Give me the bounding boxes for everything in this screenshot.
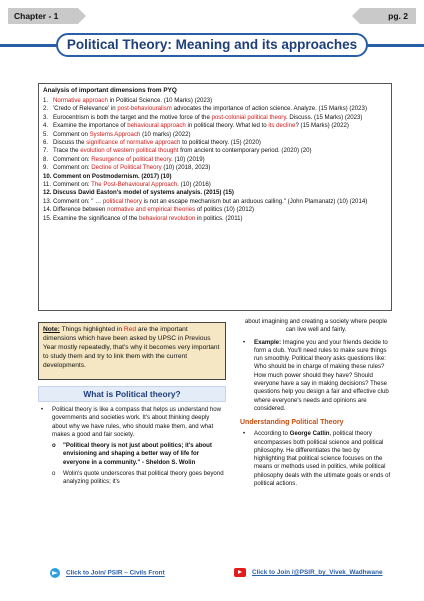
left-column (38, 386, 226, 487)
telegram-link[interactable]: Click to Join/ PSIR – Civils Front (50, 568, 165, 578)
page-number: pg. 2 (360, 8, 416, 24)
chapter-label: Chapter - 1 (8, 8, 78, 24)
youtube-icon (234, 568, 246, 577)
bullet-dot-icon: • (243, 338, 246, 346)
pyq-item: 15. Examine the significance of the behavioral revolution in politics. (2011) (43, 214, 243, 222)
title-bar (0, 30, 424, 60)
pyq-item: 5. Comment on Systems Approach (10 marks) (2022) (43, 130, 191, 138)
continued-text: about imagining and creating a society where people can live well and fairly. (244, 318, 388, 334)
pyq-item: 7. Trace the evolution of western political thought from ancient to contemporary period. (2020) (20) (43, 147, 312, 155)
pyq-heading: Analysis of important dimensions from PYQ (43, 87, 177, 94)
bullet-dot-icon: • (41, 406, 44, 413)
pyq-item: 2. 'Credo of Relevance' in post-behaviouralism advocates the importance of action science. Analyze. (15 Marks) (2023) (43, 105, 367, 113)
pyq-item: 8. Comment on: Resurgence of political theory. (10) (2019) (43, 155, 205, 163)
subheading: Understanding Political Theory (240, 419, 344, 427)
page-header (8, 8, 416, 24)
page-footer (0, 566, 424, 582)
pyq-list (43, 97, 387, 223)
note-box: Note: Things highlighted in Red are the important dimensions which have been asked by UPSC in Previous Year mostly repeatedly, that's why it becomes very important to study them and try to link them with the current developments. (38, 322, 226, 380)
telegram-icon (50, 568, 60, 578)
hollow-bullet-icon: o (52, 442, 56, 450)
note-label: Note: (43, 326, 60, 333)
pyq-item: 6. Discuss the significance of normative approach to political theory. (15) (2020) (43, 139, 261, 147)
bullet-dot-icon: • (243, 430, 246, 438)
title-rule-left (0, 44, 60, 47)
pyq-item: 9. Comment on: Decline of Political Theory (10) (2018, 2023) (43, 164, 211, 172)
page-title: Political Theory: Meaning and its approaches (56, 33, 368, 57)
pyq-item: 1. Normative approach in Political Science. (10 Marks) (2023) (43, 97, 213, 104)
hollow-bullet-icon: o (52, 470, 56, 478)
pyq-item: 4. Examine the importance of behavioural approach in political theory. What led to its decline? (15 Marks) (2022) (43, 122, 349, 130)
pyq-item: 13. Comment on: " … political theory is not an escape mechanism but an arduous calling." (John Plamanatz) (10) (2014) (43, 197, 368, 205)
wolin-item: o Wolin's quote underscores that political theory goes beyond analyzing politics; it's (52, 470, 224, 486)
pyq-item: 10. Comment on Postmodernism. (2017) (10) (43, 172, 172, 180)
title-rule-right (364, 44, 424, 47)
example-paragraph: • Example: Imagine you and your friends decide to form a club. You'll need rules to make sure things run smoothly. Political theory asks questions like: Who should be in charge of making these rules? How much power should they have? Should everyone have a say in making decisions? These questions help you design a fair and effective club where everyone's needs and opinions are considered. (243, 338, 389, 412)
pyq-item: 3. Eurocentrism is both the target and the motive force of the post-colonial political theory. Discuss. (15 Marks) (2023) (43, 113, 363, 121)
quote-item: o "Political theory is not just about politics; it's about envisioning and shaping a better way of life for everyone in a community." - Sheldon S. Wolin (52, 442, 212, 466)
section-heading: What is Political theory? (38, 386, 226, 402)
pyq-box (38, 83, 392, 311)
youtube-link[interactable]: Click to Join /@PSIR_by_Vivek_Wadhwane (234, 568, 383, 577)
catlin-paragraph: • According to George Catlin, political theory encompasses both political science and political philosophy. He differentiates the two by highlighting that political science focuses on the means or methods used in politics, while political philosophy deals with the ultimate goals or ends of political actions. (243, 430, 391, 488)
pyq-item: 14. Difference between normative and empirical theories of politics (10) (2012) (43, 206, 255, 214)
pyq-item: 11. Comment on: The Post-Behavioural Approach. (10) (2016) (43, 181, 211, 189)
bullet-paragraph: • Political theory is like a compass that helps us understand how governments and societies work. It's about thinking deeply about why we have rules, who should make them, and what makes a good and fair society. o "Political theory is not just about politics; it's about envisioning and shaping a better way of life for everyone in a community." - Sheldon S. Wolin o Wolin's quote underscores that political theory goes beyond analyzing politics; it's (38, 406, 226, 487)
right-column (240, 318, 392, 488)
pyq-item: 12. Discuss David Easton's model of systems analysis. (2015) (15) (43, 189, 234, 197)
